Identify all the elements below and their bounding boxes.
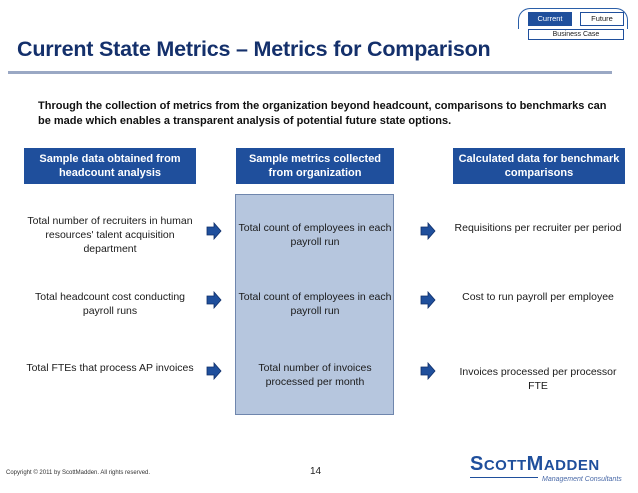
nav-current-tab[interactable]: Current: [528, 12, 572, 26]
intro-text: Through the collection of metrics from the organization beyond headcount, comparisons to benchmarks can be made which enables a transparent analysis of potential future state options.: [38, 100, 607, 127]
row3-calculated-data: Invoices processed per processor FTE: [459, 366, 617, 392]
row1-headcount-data: Total number of recruiters in human resources' talent acquisition department: [27, 215, 193, 255]
state-navigator: [518, 6, 632, 40]
arrow-right-icon: [206, 222, 222, 240]
nav-future-tab[interactable]: Future: [580, 12, 624, 26]
row2-headcount-data: Total headcount cost conducting payroll runs: [34, 291, 186, 317]
page-number: 14: [310, 466, 322, 477]
arrow-right-icon: [206, 291, 222, 309]
logo-wordmark: SCOTTMADDEN: [470, 453, 600, 475]
title-divider: [8, 71, 612, 74]
row1-collected-metric: Total count of employees in each payroll run: [238, 222, 392, 248]
page-title: Current State Metrics – Metrics for Comparison: [17, 37, 491, 61]
copyright-notice: Copyright © 2011 by ScottMadden. All rights reserved.: [6, 470, 151, 476]
header-calculated-data: Calculated data for benchmark comparisons: [453, 148, 625, 184]
row1-calculated-data: Requisitions per recruiter per period: [454, 222, 622, 234]
arrow-right-icon: [420, 222, 436, 240]
row3-collected-metric: Total number of invoices processed per month: [258, 362, 372, 388]
arrow-right-icon: [420, 362, 436, 380]
row2-calculated-data: Cost to run payroll per employee: [462, 291, 614, 303]
logo-tagline: Management Consultants: [542, 476, 622, 483]
logo-underline: [470, 477, 538, 478]
row3-headcount-data: Total FTEs that process AP invoices: [26, 362, 194, 374]
scottmadden-logo: [470, 453, 628, 489]
header-collected-metrics: Sample metrics collected from organization: [236, 148, 394, 184]
arrow-right-icon: [420, 291, 436, 309]
header-headcount-data: Sample data obtained from headcount analysis: [24, 148, 196, 184]
arrow-right-icon: [206, 362, 222, 380]
nav-business-case-tab[interactable]: Business Case: [528, 29, 624, 40]
row2-collected-metric: Total count of employees in each payroll run: [238, 291, 392, 317]
